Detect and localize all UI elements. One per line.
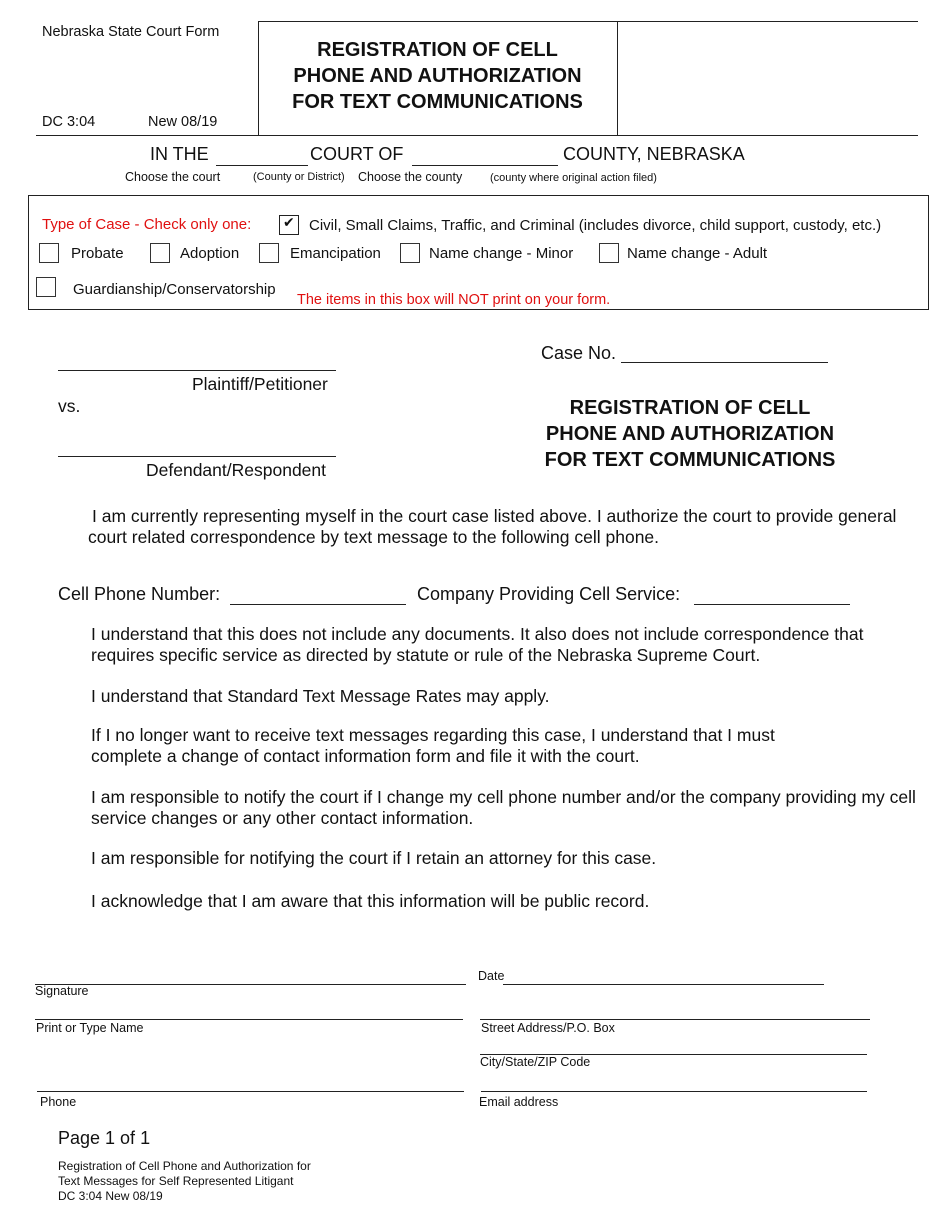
statement-opt-out: If I no longer want to receive text messages regarding this case, I understand that I must complete a change of contact information form and file it with the court. [91,725,775,766]
county-nebraska-label: COUNTY, NEBRASKA [563,144,745,164]
street-address-label: Street Address/P.O. Box [481,1021,615,1035]
statement-documents: I understand that this does not include any documents. It also does not include correspondence that requires specific service as directed by statute or rule of the Nebraska Supreme Court. [91,624,864,665]
box-print-note: The items in this box will NOT print on your form. [297,292,611,308]
intro-paragraph: I am currently representing myself in the court case listed above. I authorize the court to provide general court related correspondence by text message to the following cell phone. [88,506,897,547]
header-title [258,37,617,115]
form-version: New 08/19 [148,114,218,130]
email-field[interactable] [481,1071,867,1092]
caption-title [500,395,880,473]
defendant-name-field[interactable] [58,434,336,457]
footer-line: Text Messages for Self Represented Litigant [58,1174,294,1188]
print-name-label: Print or Type Name [36,1021,144,1035]
plaintiff-label: Plaintiff/Petitioner [192,374,328,394]
city-state-zip-label: City/State/ZIP Code [480,1055,591,1069]
probate-option-label: Probate [71,245,124,262]
header-top-rule [258,21,918,22]
phone-field[interactable] [37,1071,464,1092]
emancipation-checkbox[interactable] [259,243,279,263]
plaintiff-name-field[interactable] [58,348,336,371]
date-label: Date [478,969,505,983]
versus-label: vs. [58,396,81,416]
date-field[interactable] [503,964,824,985]
statement-attorney: I am responsible for notifying the court if I retain an attorney for this case. [91,848,657,868]
header-bottom-rule [36,135,918,136]
statement-rates: I understand that Standard Text Message Rates may apply. [91,686,550,706]
statement-public-record: I acknowledge that I am aware that this information will be public record. [91,891,650,911]
cell-phone-label: Cell Phone Number: [58,584,221,604]
court-name-field[interactable] [216,145,308,166]
adoption-checkbox[interactable] [150,243,170,263]
statement-notify-changes: I am responsible to notify the court if I change my cell phone number and/or the company providing my cell service changes or any other contact information. [91,787,916,828]
form-number: DC 3:04 [42,114,96,130]
hint-court-type: (County or District) [253,171,345,183]
check-mark-icon: ✔ [283,215,295,231]
city-state-zip-field[interactable] [480,1034,867,1055]
footer-line: Registration of Cell Phone and Authorization for [58,1159,311,1173]
name-change-adult-checkbox[interactable] [599,243,619,263]
header-title-line: REGISTRATION OF CELL [317,39,558,61]
name-change-minor-checkbox[interactable] [400,243,420,263]
caption-title-line: PHONE AND AUTHORIZATION [545,423,835,445]
court-of-label: COURT OF [310,144,404,164]
name-change-minor-label: Name change - Minor [429,245,574,262]
header-title-line: FOR TEXT COMMUNICATIONS [292,91,583,113]
case-type-prompt: Type of Case - Check only one: [42,216,252,233]
probate-checkbox[interactable] [39,243,59,263]
emancipation-option-label: Emancipation [290,245,381,262]
street-address-field[interactable] [480,999,870,1020]
signature-field[interactable] [35,964,466,985]
guardianship-option-label: Guardianship/Conservatorship [73,281,276,298]
footer-description [58,1159,311,1204]
caption-title-line: FOR TEXT COMMUNICATIONS [544,449,836,471]
signature-label: Signature [35,984,89,998]
case-no-label: Case No. [541,343,617,363]
page-number: Page 1 of 1 [58,1128,151,1148]
phone-label: Phone [40,1095,77,1109]
print-name-field[interactable] [35,999,463,1020]
cell-phone-field[interactable] [230,584,406,605]
adoption-option-label: Adoption [180,245,240,262]
header-divider-right [617,21,618,135]
form-source: Nebraska State Court Form [42,24,220,40]
caption-title-line: REGISTRATION OF CELL [569,397,811,419]
defendant-label: Defendant/Respondent [146,460,326,480]
header-title-line: PHONE AND AUTHORIZATION [293,65,582,87]
civil-checkbox[interactable] [279,215,299,235]
county-name-field[interactable] [412,145,558,166]
email-label: Email address [479,1095,559,1109]
name-change-adult-label: Name change - Adult [627,245,768,262]
hint-choose-county: Choose the county [358,170,463,184]
company-field[interactable] [694,584,850,605]
hint-choose-court: Choose the court [125,170,221,184]
guardianship-checkbox[interactable] [36,277,56,297]
court-in-the: IN THE [150,144,209,164]
civil-option-label: Civil, Small Claims, Traffic, and Criminal (includes divorce, child support, custody, etc.) [309,217,882,234]
hint-county-note: (county where original action filed) [490,172,657,184]
company-label: Company Providing Cell Service: [417,584,681,604]
footer-line: DC 3:04 New 08/19 [58,1189,163,1203]
case-number-field[interactable] [621,342,828,363]
